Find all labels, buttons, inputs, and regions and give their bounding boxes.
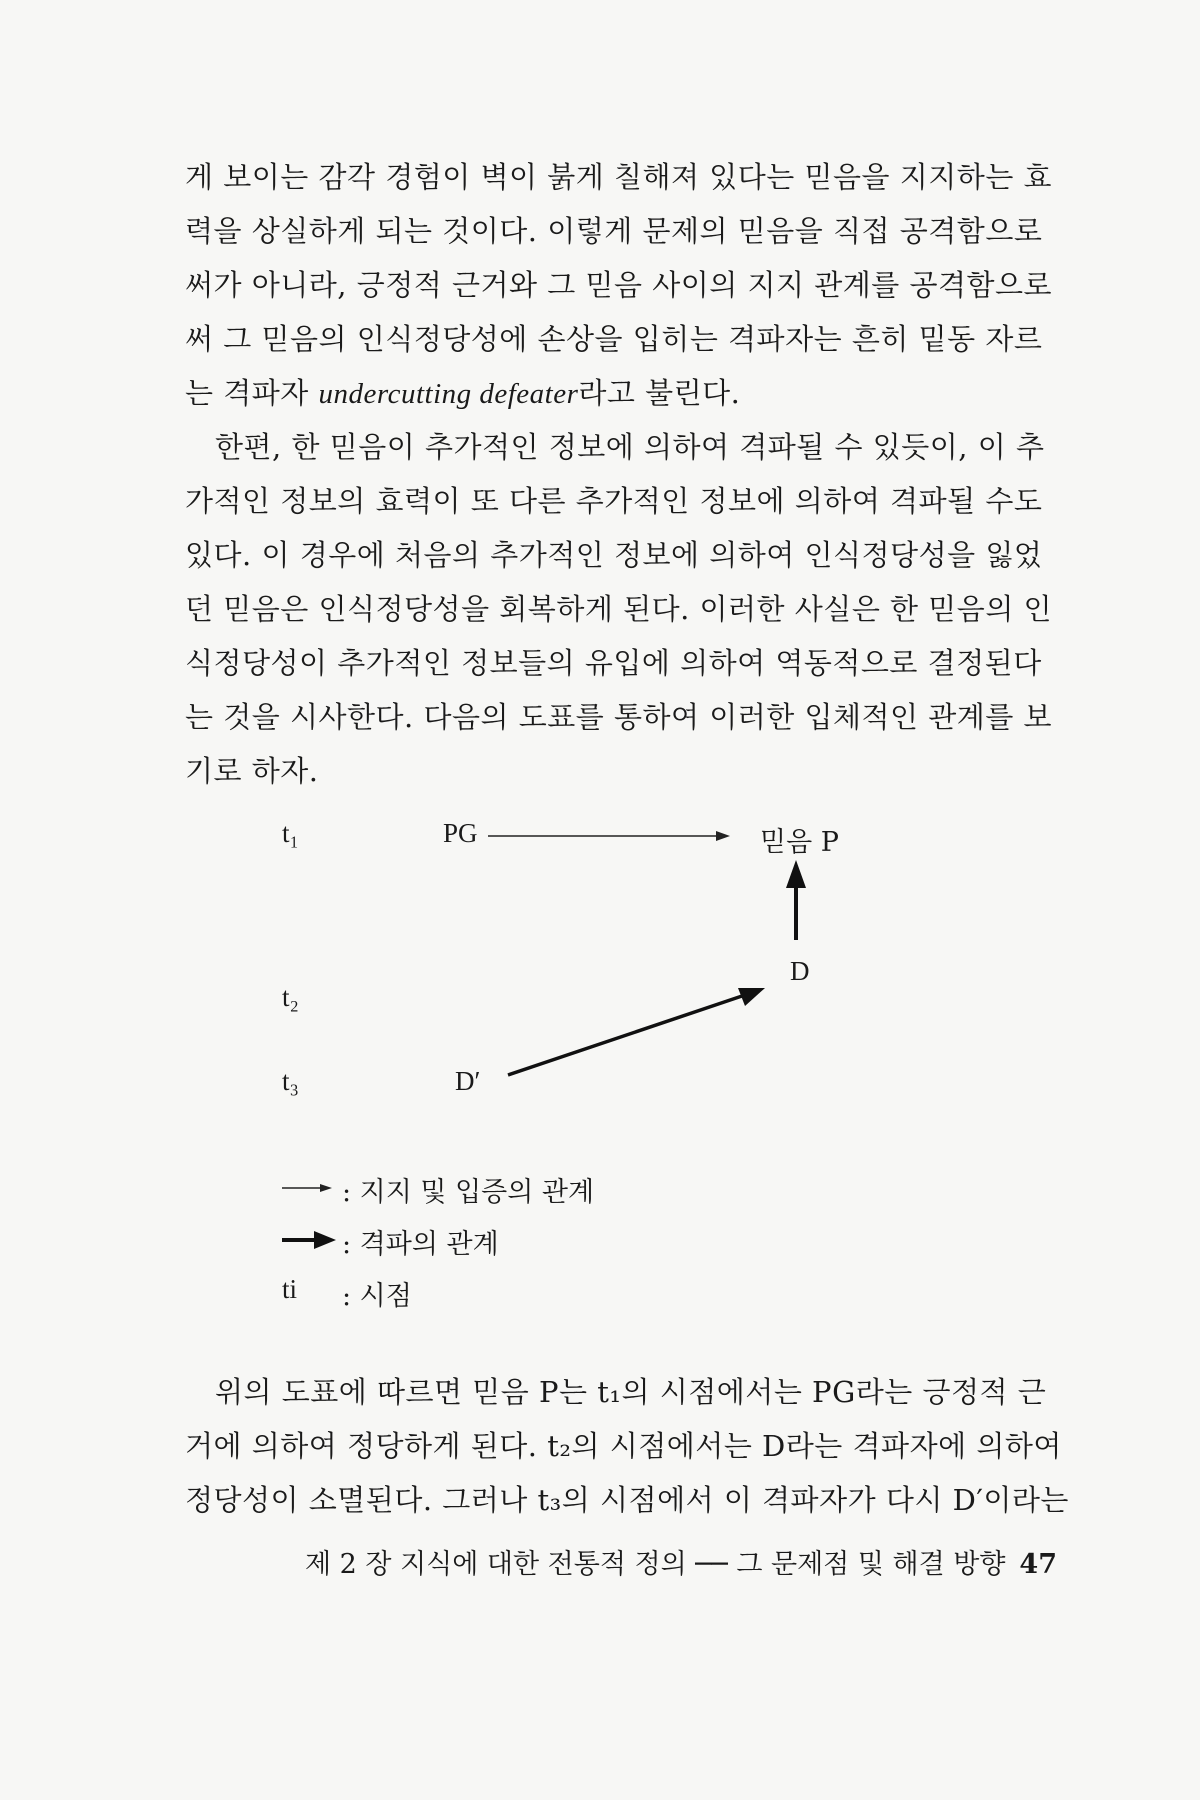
english-term: undercutting defeater xyxy=(318,378,579,410)
text-line: 써 그 믿음의 인식정당성에 손상을 입히는 격파자는 흔히 밑동 자르 xyxy=(185,322,1043,356)
time-t1: t₁ xyxy=(282,818,299,848)
text-line: 있다. 이 경우에 처음의 추가적인 정보에 의하여 인식정당성을 잃었 xyxy=(185,538,1043,572)
support-arrowhead xyxy=(716,831,730,841)
belief-p-label: 믿음 P xyxy=(760,827,839,858)
text-line: 게 보이는 감각 경험이 벽이 붉게 칠해져 있다는 믿음을 지지하는 효 xyxy=(185,160,1053,194)
pg-label: PG xyxy=(443,818,478,848)
time-t3: t₃ xyxy=(282,1066,299,1096)
text-line: 거에 의하여 정당하게 된다. t₂의 시점에서는 D라는 격파자에 의하여 xyxy=(185,1429,1062,1463)
text-fragment: 라고 불린다. xyxy=(578,376,741,410)
d-label: D xyxy=(790,956,810,986)
page-footer xyxy=(305,1542,1057,1581)
legend-defeat-arrowhead xyxy=(314,1231,336,1249)
time-t2: t₂ xyxy=(282,982,299,1012)
text-line: 는 것을 시사한다. 다음의 도표를 통하여 이러한 입체적인 관계를 보 xyxy=(185,700,1053,734)
paragraph-1 xyxy=(185,150,1053,421)
text-line: 식정당성이 추가적인 정보들의 유입에 의하여 역동적으로 결정된다 xyxy=(185,646,1042,680)
legend-ti-text: : 시점 xyxy=(342,1281,412,1312)
defeat-arrowhead-diagonal xyxy=(738,988,765,1006)
text-line: 던 믿음은 인식정당성을 회복하게 된다. 이러한 사실은 한 믿음의 인 xyxy=(185,592,1053,626)
paragraph-3 xyxy=(185,1365,1069,1527)
text-line: 써가 아니라, 긍정적 근거와 그 믿음 사이의 지지 관계를 공격함으로 xyxy=(185,268,1053,302)
defeat-arrowhead-up xyxy=(786,860,806,888)
text-line: 정당성이 소멸된다. 그러나 t₃의 시점에서 이 격파자가 다시 D′이라는 xyxy=(185,1483,1069,1517)
d-prime-label: D′ xyxy=(455,1066,481,1096)
text-line: 가적인 정보의 효력이 또 다른 추가적인 정보에 의하여 격파될 수도 xyxy=(185,484,1043,518)
legend-support-text: : 지지 및 입증의 관계 xyxy=(342,1177,595,1208)
text-line: 위의 도표에 따르면 믿음 P는 t₁의 시점에서는 PG라는 긍정적 근 xyxy=(215,1375,1047,1409)
text-line xyxy=(185,366,1015,421)
legend-defeat-text: : 격파의 관계 xyxy=(342,1229,499,1260)
page-number: 47 xyxy=(1019,1549,1057,1580)
text-line: 한편, 한 믿음이 추가적인 정보에 의하여 격파될 수 있듯이, 이 추 xyxy=(215,430,1045,464)
defeat-arrow-diagonal xyxy=(508,995,745,1075)
paragraph-2 xyxy=(185,420,1053,798)
running-header: 제 2 장 지식에 대한 전통적 정의 ── 그 문제점 및 해결 방향 xyxy=(305,1549,1006,1580)
text-line: 력을 상실하게 되는 것이다. 이렇게 문제의 믿음을 직접 공격함으로 xyxy=(185,214,1043,248)
legend-support-arrowhead xyxy=(320,1184,332,1192)
legend-ti-label: ti xyxy=(282,1274,298,1304)
text-line: 기로 하자. xyxy=(185,754,319,788)
text-fragment: 는 격파자 xyxy=(185,376,309,410)
